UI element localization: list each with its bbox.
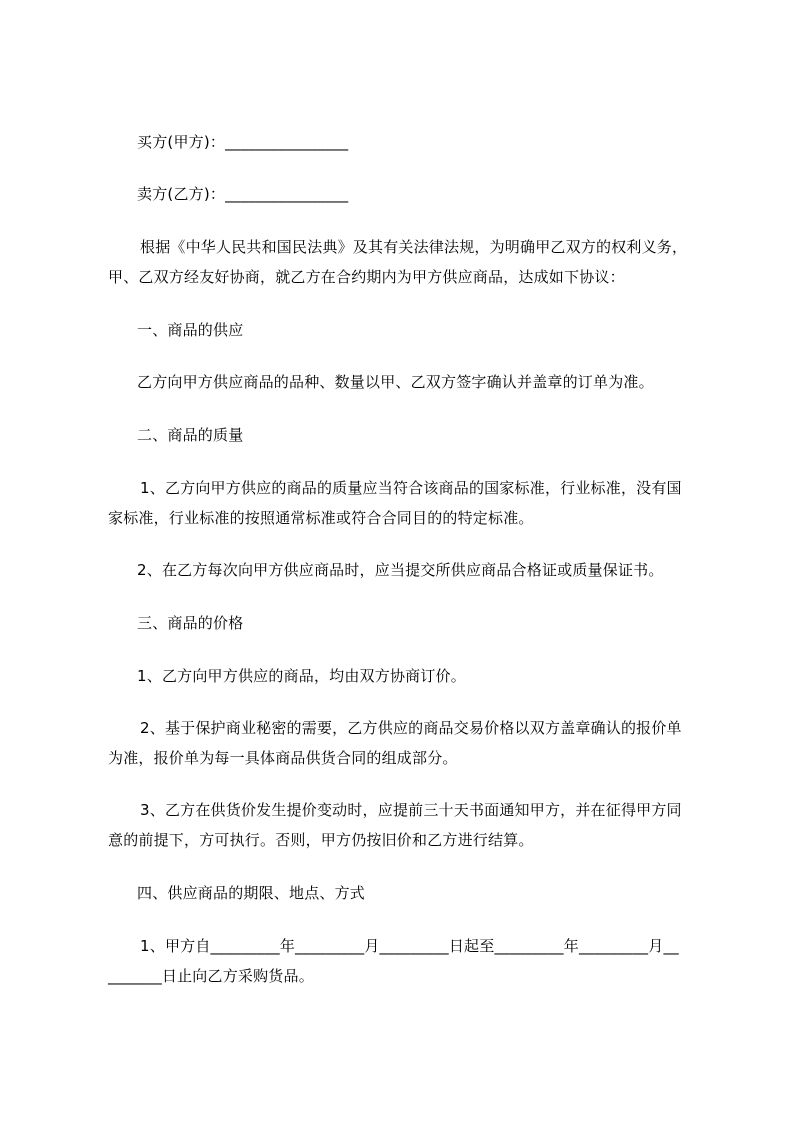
section-3-item-1: 1、乙方向甲方供应的商品，均由双方协商订价。 <box>137 667 466 685</box>
section-2-item-2: 2、在乙方每次向甲方供应商品时，应当提交所供应商品合格证或质量保证书。 <box>137 561 664 579</box>
section-3-item-3-line-1: 3、乙方在供货价发生提价变动时，应提前三十天书面通知甲方，并在征得甲方同 <box>140 801 682 819</box>
section-3-item-3-line-2: 意的前提下，方可执行。否则，甲方仍按旧价和乙方进行结算。 <box>108 831 534 849</box>
section-3-item-2-line-1: 2、基于保护商业秘密的需要，乙方供应的商品交易价格以双方盖章确认的报价单 <box>140 719 682 737</box>
section-4-heading: 四、供应商品的期限、地点、方式 <box>137 884 366 902</box>
section-2-item-1-line-2: 家标准，行业标准的按照通常标准或符合合同目的的特定标准。 <box>108 509 534 527</box>
section-2-heading: 二、商品的质量 <box>137 426 244 444</box>
buyer-field: 买方(甲方)：________________ <box>137 133 349 151</box>
section-4-item-1-line-1: 1、甲方自_________年_________月_________日起至_________年_________月__ <box>140 937 679 955</box>
section-3-item-2-line-2: 为准，报价单为每一具体商品供货合同的组成部分。 <box>108 749 458 767</box>
seller-field: 卖方(乙方)：________________ <box>137 185 349 203</box>
intro-paragraph-line-2: 甲、乙双方经友好协商，就乙方在合约期内为甲方供应商品，达成如下协议： <box>108 268 625 286</box>
section-2-item-1-line-1: 1、乙方向甲方供应的商品的质量应当符合该商品的国家标准，行业标准，没有国 <box>140 479 682 497</box>
section-1-paragraph: 乙方向甲方供应商品的品种、数量以甲、乙双方签字确认并盖章的订单为准。 <box>137 373 654 391</box>
section-4-item-1-line-2: _______日止向乙方采购货品。 <box>108 967 314 985</box>
section-3-heading: 三、商品的价格 <box>137 614 244 632</box>
section-1-heading: 一、商品的供应 <box>137 321 244 339</box>
intro-paragraph-line-1: 根据《中华人民共和国民法典》及其有关法律法规，为明确甲乙双方的权利义务， <box>140 238 688 256</box>
